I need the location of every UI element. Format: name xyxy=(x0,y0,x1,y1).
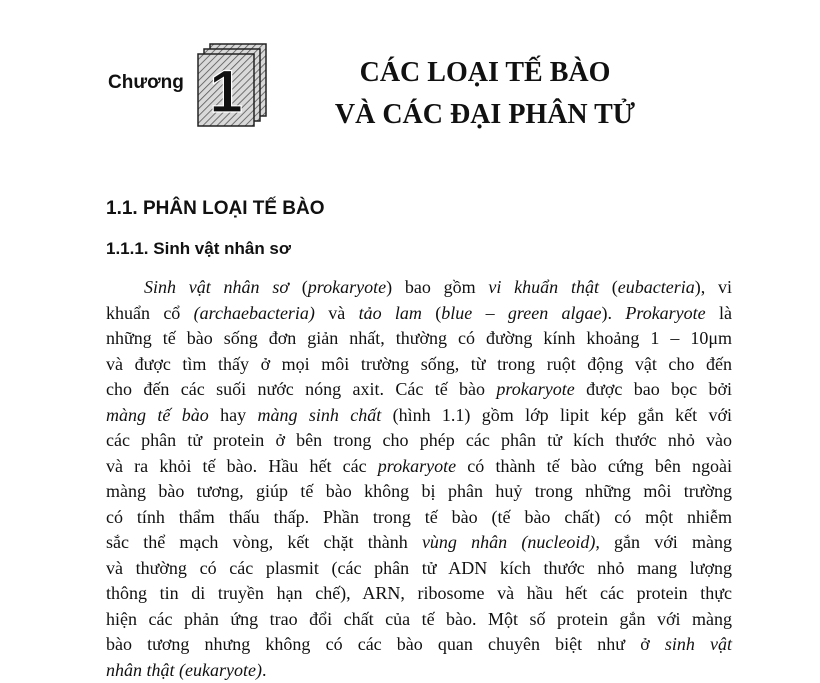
paragraph-line xyxy=(106,505,732,531)
chapter-title-line-1: CÁC LOẠI TẾ BÀO xyxy=(330,52,640,94)
text-run: là xyxy=(706,303,732,323)
text-run: những tế bào sống đơn giản nhất, thường có đường kính khoảng 1 – 10μm xyxy=(106,328,732,348)
paragraph-line xyxy=(106,377,732,403)
body-paragraph xyxy=(106,275,732,683)
section-heading: 1.1. PHÂN LOẠI TẾ BÀO xyxy=(106,198,325,220)
paragraph-line xyxy=(106,658,732,683)
italic-text: sinh vật xyxy=(665,634,732,654)
chapter-badge-graphic xyxy=(194,42,272,128)
paragraph-line xyxy=(106,530,732,556)
text-run: sắc thể mạch vòng, kết chặt thành xyxy=(106,532,422,552)
paragraph-line xyxy=(106,556,732,582)
paragraph-line xyxy=(106,632,732,658)
paragraph-line xyxy=(106,479,732,505)
paragraph-line xyxy=(106,454,732,480)
text-run: hiện các phản ứng trao đổi chất của tế bào. Một số protein gắn với màng xyxy=(106,609,732,629)
text-run: và thường có các plasmit (các phân tử ADN kích thước nhỏ mang lượng xyxy=(106,558,732,578)
text-run: (hình 1.1) gồm lớp lipit kép gắn kết với xyxy=(381,405,732,425)
text-run: gắn với màng xyxy=(600,532,732,552)
text-run: hay xyxy=(209,405,258,425)
paragraph-line xyxy=(106,428,732,454)
text-run: thông tin di truyền hạn chế), ARN, ribosome và hầu hết các protein thực xyxy=(106,583,732,603)
text-run: và xyxy=(315,303,359,323)
text-run: các phân tử protein ở bên trong cho phép các phân tử kích thước nhỏ vào xyxy=(106,430,732,450)
text-run: khuẩn cổ xyxy=(106,303,194,323)
italic-text: prokaryote xyxy=(378,456,456,476)
chapter-number: 1 xyxy=(209,58,242,125)
italic-text: Sinh vật nhân sơ xyxy=(144,277,289,297)
text-run: bào tương nhưng không có các bào quan chuyên biệt như ở xyxy=(106,634,665,654)
italic-text: màng tế bào xyxy=(106,405,209,425)
italic-text: blue – green algae xyxy=(441,303,601,323)
chapter-number-badge xyxy=(194,42,272,128)
text-run: và ra khỏi tế bào. Hầu hết các xyxy=(106,456,378,476)
italic-text: (archaebacteria) xyxy=(194,303,315,323)
italic-text: vùng nhân (nucleoid), xyxy=(422,532,600,552)
italic-text: eubacteria xyxy=(618,277,695,297)
italic-text: prokaryote xyxy=(496,379,574,399)
paragraph-line xyxy=(106,275,732,301)
chapter-label: Chương xyxy=(108,72,184,94)
italic-text: Prokaryote xyxy=(625,303,705,323)
text-run: được bao bọc bởi xyxy=(575,379,732,399)
italic-text: nhân thật (eukaryote) xyxy=(106,660,262,680)
text-run: ( xyxy=(599,277,618,297)
text-run: ( xyxy=(422,303,441,323)
paragraph-line xyxy=(106,607,732,633)
chapter-title xyxy=(330,52,640,136)
italic-text: vi khuẩn thật xyxy=(488,277,599,297)
paragraph-line xyxy=(106,301,732,327)
text-run: ), vi xyxy=(695,277,732,297)
italic-text: màng sinh chất xyxy=(257,405,381,425)
subsection-heading: 1.1.1. Sinh vật nhân sơ xyxy=(106,239,291,259)
paragraph-line xyxy=(106,581,732,607)
italic-text: prokaryote xyxy=(308,277,386,297)
paragraph-line xyxy=(106,352,732,378)
paragraph-line xyxy=(106,403,732,429)
text-run: và được tìm thấy ở mọi môi trường sống, từ trong ruột động vật cho đến xyxy=(106,354,732,374)
text-run: có tính thẩm thấu thấp. Phần trong tế bào (tế bào chất) có một nhiễm xyxy=(106,507,732,527)
text-run: màng bào tương, giúp tế bào không bị phân huỷ trong những môi trường xyxy=(106,481,732,501)
text-run: ) bao gồm xyxy=(386,277,488,297)
text-run: ). xyxy=(602,303,626,323)
text-run: ( xyxy=(289,277,308,297)
text-run: . xyxy=(262,660,267,680)
italic-text: tảo lam xyxy=(359,303,422,323)
chapter-title-line-2: VÀ CÁC ĐẠI PHÂN TỬ xyxy=(330,94,640,136)
text-run: cho đến các suối nước nóng axit. Các tế bào xyxy=(106,379,496,399)
paragraph-line xyxy=(106,326,732,352)
text-run: có thành tế bào cứng bên ngoài xyxy=(456,456,732,476)
